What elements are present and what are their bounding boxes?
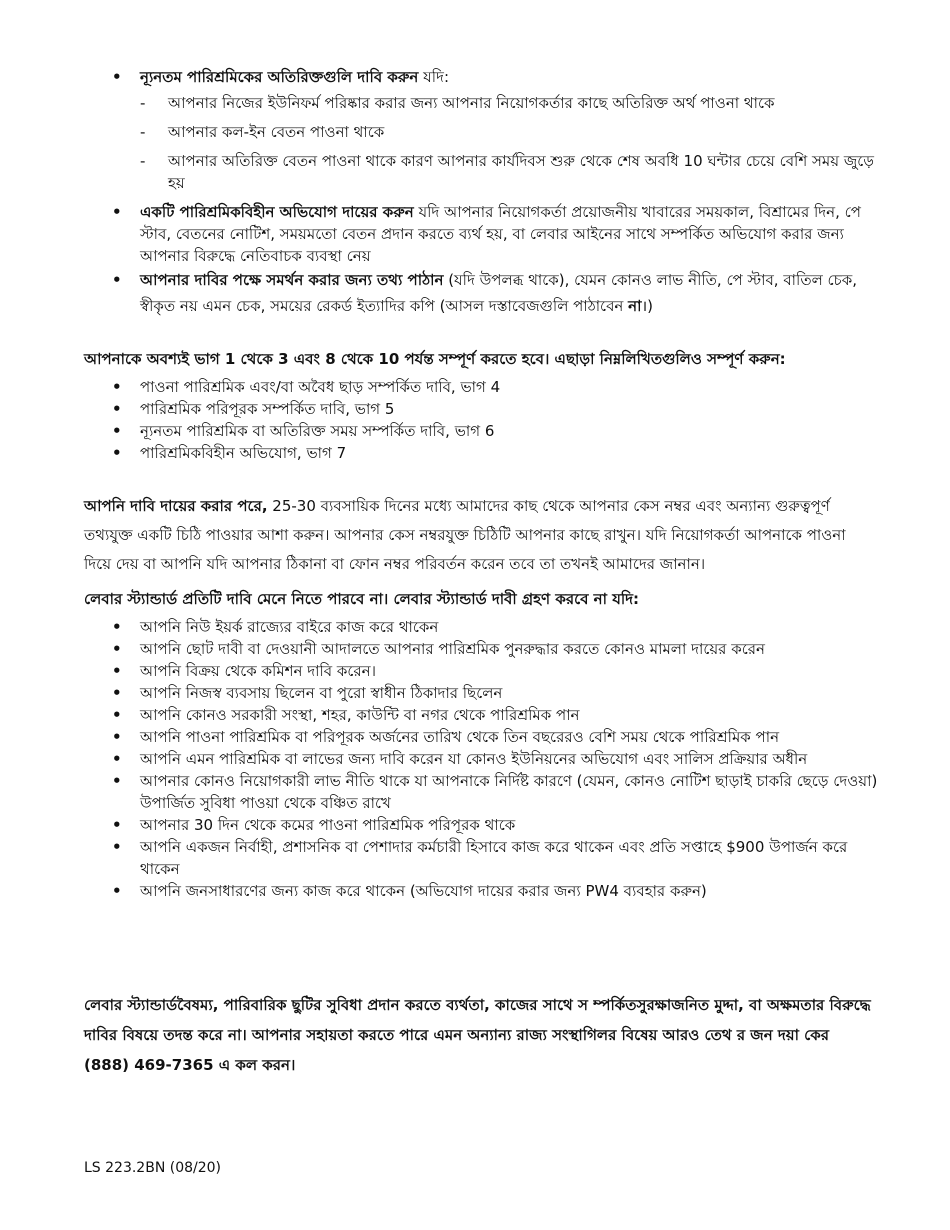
sub-list-item: - আপনার নিজের ইউনিফর্ম পরিষ্কার করার জন্য আপনার নিয়োগকর্তার কাছে অতিরিক্ত অর্থ পাওনা থাকে <box>0 92 880 114</box>
list-item: • আপনি পাওনা পারিশ্রমিক বা পরিপূরক অর্জনের তারিখ থেকে তিন বছরেরও বেশি সময় থেকে পারিশ্রমিক পান <box>0 726 880 748</box>
sub-list-item: - আপনার কল-ইন বেতন পাওনা থাকে <box>0 121 880 143</box>
list-item: • আপনি জনসাধারণের জন্য কাজ করে থাকেন (অভিযোগ দায়ের করার জন্য PW4 ব্যবহার করুন) <box>0 880 880 902</box>
list-item: • আপনি একজন নির্বাহী, প্রশাসনিক বা পেশাদার কর্মচারী হিসাবে কাজ করে থাকেন এবং প্রতি সপ্তাহে $900 উপার্জন করে থাকেন <box>0 836 880 880</box>
list-item: • ন্যূনতম পারিশ্রমিক বা অতিরিক্ত সময় সম্পর্কিত দাবি, ভাগ 6 <box>0 420 880 442</box>
claim-instructions-list <box>0 66 880 319</box>
item-bold-text: আপনার দাবির পক্ষে সমর্থন করার জন্য তথ্য পাঠান <box>140 271 444 289</box>
list-item: • আপনি নিজস্ব ব্যবসায় ছিলেন বা পুরো স্বাধীন ঠিকাদার ছিলেন <box>0 682 880 704</box>
sub-list <box>140 92 880 194</box>
exclusions-heading: লেবার স্ট্যান্ডার্ড প্রতিটি দাবি মেনে নিতে পারবে না। লেবার স্ট্যান্ডার্ড দাবী গ্রহণ করবে না যদি: <box>84 590 640 608</box>
item-bold-text: ন্যূনতম পারিশ্রমিকের অতিরিক্তগুলি দাবি করুন <box>140 68 419 86</box>
exclusions-list <box>0 616 880 902</box>
list-item: • আপনি এমন পারিশ্রমিক বা লাভের জন্য দাবি করেন যা কোনও ইউনিয়নের অভিযোগ এবং সালিস প্রক্রিয়ার অধীন <box>0 748 880 770</box>
final-note: লেবার স্ট্যান্ডার্ডবৈষম্য, পারিবারিক ছুটির সুবিধা প্রদান করতে ব্যর্থতা, কাজের সাথে স ম্পর্কিতসুরক্ষাজনিত মুদ্দা, বা অক্ষমতার বিরুদ্ধে দাবির বিষয়ে তদন্ত করে না। আপনার সহায়তা করতে পারে এমন অন্যান্য রাজ্য সংস্থাগিলর বিষেয় আরও তেথ র জন দয়া কের (888) 469-7365 এ কল করন। <box>84 996 871 1074</box>
optional-parts-list <box>0 376 880 464</box>
item-text-end: ।) <box>641 297 654 315</box>
list-item <box>0 66 880 194</box>
item-bold-text-end: না <box>628 297 642 315</box>
form-number: LS 223.2BN (08/20) <box>84 1160 222 1176</box>
item-text: যদি: <box>418 68 449 86</box>
list-item: • আপনি ছোট দাবী বা দেওয়ানী আদালতে আপনার পারিশ্রমিক পুনরুদ্ধার করতে কোনও মামলা দায়ের করেন <box>0 638 880 660</box>
list-item: • আপনি কোনও সরকারী সংস্থা, শহর, কাউন্টি বা নগর থেকে পারিশ্রমিক পান <box>0 704 880 726</box>
after-filing-paragraph <box>84 492 874 579</box>
para-text: 25-30 ব্যবসায়িক দিনের মধ্যে আমাদের কাছ থেকে আপনার কেস নম্বর এবং অন্যান্য গুরুত্বপূর্ণ তথ্যযুক্ত একটি চিঠি পাওয়ার আশা করুন। আপনার কেস নম্বরযুক্ত চিঠিটি আপনার কাছে রাখুন। যদি নিয়োগকর্তা আপনাকে পাওনা দিয়ে দেয় বা আপনি যদি আপনার ঠিকানা বা ফোন নম্বর পরিবর্তন করেন তবে তা তখনই আমাদের জানান। <box>84 497 846 573</box>
item-text: (যদি উপলব্ধ থাকে), যেমন কোনও লাভ নীতি, পে স্টাব, বাতিল চেক, স্বীকৃত নয় এমন চেক, সময়ের রেকর্ড ইত্যাদির কপি (আসল দস্তাবেজগুলি পাঠাবেন <box>140 271 857 315</box>
list-item: • আপনার কোনও নিয়োগকারী লাভ নীতি থাকে যা আপনাকে নির্দিষ্ট কারণে (যেমন, কোনও নোটিশ ছাড়াই চাকরি ছেড়ে দেওয়া) উপার্জিত সুবিধা পাওয়া থেকে বঞ্চিত রাখে <box>0 770 880 814</box>
list-item <box>0 201 880 267</box>
item-bold-text: একটি পারিশ্রমিকবিহীন অভিযোগ দায়ের করুন <box>140 203 414 221</box>
item-text: যদি আপনার নিয়োগকর্তা প্রয়োজনীয় খাবারের সময়কাল, বিশ্রামের দিন, পে স্টাব, বেতনের নোটিশ, সময়মতো বেতন প্রদান করতে ব্যর্থ হয়, বা লেবার আইনের সাথে সম্পর্কিত অভিযোগ করার জন্য আপনার বিরুদ্ধে নেতিবাচক ব্যবস্থা নেয় <box>140 203 861 265</box>
list-item: • আপনি নিউ ইয়র্ক রাজ্যের বাইরে কাজ করে থাকেন <box>0 616 880 638</box>
required-parts-heading: আপনাকে অবশ্যই ভাগ 1 থেকে 3 এবং 8 থেকে 10 পর্যন্ত সম্পূর্ণ করতে হবে। এছাড়া নিম্নলিখিতগুলিও সম্পূর্ণ করুন: <box>84 350 786 368</box>
list-item: • আপনি বিক্রয় থেকে কমিশন দাবি করেন। <box>0 660 880 682</box>
list-item: • আপনার 30 দিন থেকে কমের পাওনা পারিশ্রমিক পরিপূরক থাকে <box>0 814 880 836</box>
sub-list-item: - আপনার অতিরিক্ত বেতন পাওনা থাকে কারণ আপনার কার্যদিবস শুরু থেকে শেষ অবধি 10 ঘন্টার চেয়ে বেশি সময় জুড়ে হয় <box>0 150 880 194</box>
list-item <box>0 267 880 319</box>
list-item: • পারিশ্রমিক পরিপূরক সম্পর্কিত দাবি, ভাগ 5 <box>0 398 880 420</box>
list-item: • পারিশ্রমিকবিহীন অভিযোগ, ভাগ 7 <box>0 442 880 464</box>
para-bold-text: আপনি দাবি দায়ের করার পরে, <box>84 497 268 515</box>
list-item: • পাওনা পারিশ্রমিক এবং/বা অবৈধ ছাড় সম্পর্কিত দাবি, ভাগ 4 <box>0 376 880 398</box>
